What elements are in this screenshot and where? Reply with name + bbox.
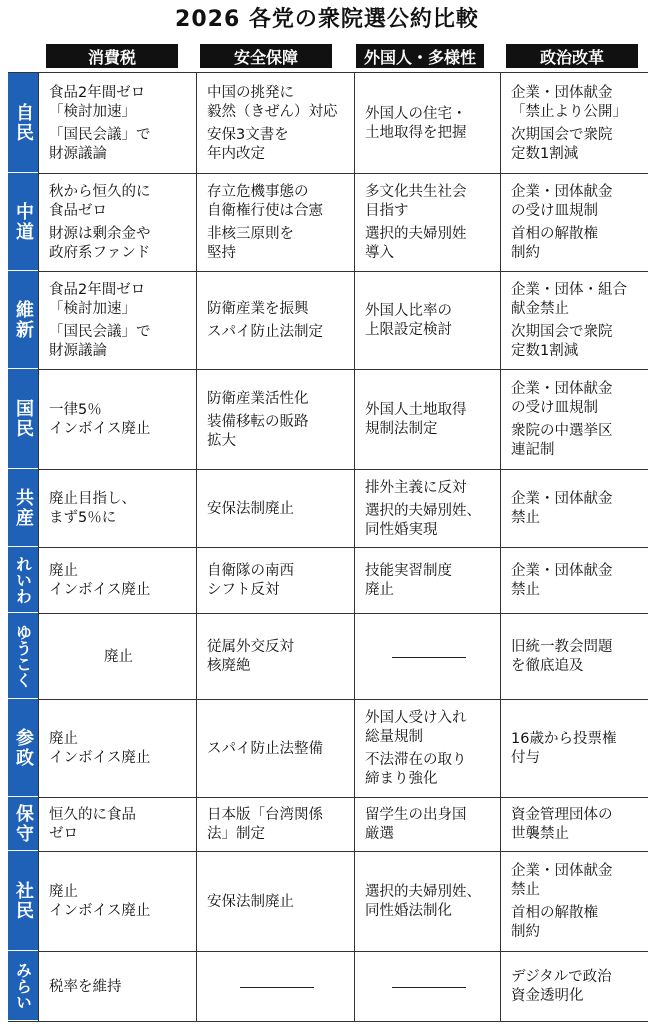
cell-text: 存立危機事態の 自衛権行使は合憲: [207, 184, 323, 219]
cell-foreigners: [354, 797, 500, 851]
cell-text: 技能実習制度 廃止: [365, 563, 452, 598]
cell-security: [196, 951, 354, 1021]
cell-foreigners: [354, 613, 500, 699]
cell-text: デジタルで政治 資金透明化: [511, 969, 612, 1004]
cell-consumption-tax: [38, 613, 196, 699]
table-row: [8, 851, 648, 952]
cell-text: 廃止 インボイス廃止: [49, 884, 151, 919]
cell-political-reform: [500, 699, 648, 797]
party-label: 共産: [8, 469, 38, 547]
cell-text: 首相の解散権 制約: [511, 905, 598, 940]
cell-foreigners: [354, 699, 500, 797]
cell-text: 安保法制廃止: [207, 500, 294, 517]
cell-text: 防衛産業活性化: [207, 390, 309, 407]
cell-political-reform: [500, 73, 648, 173]
table-row: [8, 73, 648, 174]
cell-text: 多文化共生社会 目指す: [365, 184, 467, 219]
cell-foreigners: [354, 271, 500, 369]
cell-text: 廃止 インボイス廃止: [49, 731, 151, 766]
cell-text: スパイ防止法制定: [207, 324, 323, 340]
cell-text: 外国人の住宅・ 土地取得を把握: [365, 106, 467, 141]
cell-text: 食品2年間ゼロ 「検討加速」: [49, 282, 146, 317]
no-entry-dash: [240, 987, 314, 988]
no-entry-dash: [392, 657, 466, 658]
cell-text: 資金管理団体の 世襲禁止: [511, 807, 613, 842]
column-header-political-reform: 政治改革: [506, 44, 638, 68]
cell-political-reform: [500, 369, 648, 469]
cell-text: 外国人土地取得 規制法制定: [365, 402, 467, 437]
cell-consumption-tax: [38, 797, 196, 851]
cell-security: [196, 547, 354, 613]
cell-text: 秋から恒久的に 食品ゼロ: [49, 184, 151, 219]
cell-consumption-tax: [38, 271, 196, 369]
cell-text: 外国人比率の 上限設定検討: [365, 303, 452, 338]
cell-text: 排外主義に反対: [365, 479, 467, 496]
cell-text: 装備移転の販路 拡大: [207, 413, 309, 449]
cell-security: [196, 73, 354, 173]
party-label: ゆうこく: [8, 613, 38, 699]
table-row: [8, 613, 648, 700]
party-label: 社民: [8, 851, 38, 951]
cell-political-reform: [500, 613, 648, 699]
cell-political-reform: [500, 851, 648, 951]
cell-text: 留学生の出身国 厳選: [365, 807, 467, 842]
cell-consumption-tax: [38, 951, 196, 1021]
cell-text: 旧統一教会問題 を徹底追及: [511, 639, 613, 674]
comparison-table: [8, 72, 648, 1022]
cell-text: 企業・団体献金 の受け皿規制: [511, 381, 613, 416]
cell-text: 税率を維持: [49, 978, 122, 995]
table-row: [8, 699, 648, 798]
cell-text: 企業・団体献金 禁止: [511, 563, 613, 598]
cell-security: [196, 271, 354, 369]
party-label: 自民: [8, 73, 38, 173]
cell-foreigners: [354, 73, 500, 173]
table-row: [8, 547, 648, 614]
party-label: 保守: [8, 797, 38, 851]
cell-text: 企業・団体献金 「禁止より公開」: [511, 85, 627, 120]
table-row: [8, 271, 648, 370]
no-entry-dash: [392, 987, 466, 988]
cell-security: [196, 369, 354, 469]
table-row: [8, 369, 648, 470]
cell-political-reform: [500, 271, 648, 369]
cell-text: 一律5％ インボイス廃止: [49, 402, 151, 437]
table-row: [8, 173, 648, 272]
cell-text: 次期国会で衆院 定数1割減: [511, 127, 613, 162]
column-header-consumption-tax: 消費税: [46, 44, 178, 68]
cell-text: 首相の解散権 制約: [511, 226, 598, 261]
cell-text: 選択的夫婦別姓 導入: [365, 226, 467, 261]
table-row: [8, 951, 648, 1021]
cell-text: 非核三原則を 堅持: [207, 226, 294, 261]
cell-foreigners: [354, 469, 500, 547]
cell-text: 防衛産業を振興: [207, 301, 309, 317]
cell-political-reform: [500, 173, 648, 271]
cell-political-reform: [500, 797, 648, 851]
cell-text: 企業・団体献金 禁止: [511, 863, 613, 898]
cell-text: 不法滞在の取り 締まり強化: [365, 752, 467, 787]
cell-text: 企業・団体献金 禁止: [511, 491, 613, 526]
cell-text: 安保3文書を 年内改定: [207, 127, 289, 162]
cell-foreigners: [354, 851, 500, 951]
table-row: [8, 469, 648, 548]
cell-security: [196, 851, 354, 951]
cell-foreigners: [354, 173, 500, 271]
column-header-foreigners-diversity: 外国人・多様性: [356, 44, 484, 68]
cell-text: 日本版「台湾関係 法」制定: [207, 807, 323, 842]
party-label: 維新: [8, 271, 38, 369]
cell-text: 廃止 インボイス廃止: [49, 563, 151, 598]
cell-text: 衆院の中選挙区 連記制: [511, 423, 613, 458]
cell-text: 廃止目指し、 まず5％に: [49, 491, 136, 526]
cell-consumption-tax: [38, 369, 196, 469]
cell-text: 「国民会議」で 財源議論: [49, 127, 151, 162]
cell-foreigners: [354, 547, 500, 613]
party-label: みらい: [8, 951, 38, 1021]
cell-foreigners: [354, 951, 500, 1021]
cell-consumption-tax: [38, 699, 196, 797]
cell-consumption-tax: [38, 547, 196, 613]
cell-text: 「国民会議」で 財源議論: [49, 324, 151, 359]
cell-text: 選択的夫婦別姓、 同性婚法制化: [365, 884, 481, 919]
cell-text: 自衛隊の南西 シフト反対: [207, 563, 294, 598]
cell-text: 次期国会で衆院 定数1割減: [511, 324, 613, 359]
cell-text: 食品2年間ゼロ 「検討加速」: [49, 85, 146, 120]
cell-consumption-tax: [38, 469, 196, 547]
cell-text: 従属外交反対 核廃絶: [207, 639, 294, 674]
cell-text: 恒久的に食品 ゼロ: [49, 807, 136, 842]
party-label: 国民: [8, 369, 38, 469]
cell-consumption-tax: [38, 173, 196, 271]
cell-text: 財源は剰余金や 政府系ファンド: [49, 226, 151, 261]
cell-consumption-tax: [38, 73, 196, 173]
cell-security: [196, 613, 354, 699]
cell-political-reform: [500, 469, 648, 547]
page-title: 2026 各党の衆院選公約比較: [175, 7, 479, 32]
cell-text: 企業・団体・組合 献金禁止: [511, 282, 627, 317]
cell-security: [196, 469, 354, 547]
cell-text: スパイ防止法整備: [207, 740, 323, 757]
cell-security: [196, 699, 354, 797]
cell-text: 安保法制廃止: [207, 893, 294, 910]
party-label: 参政: [8, 699, 38, 797]
cell-consumption-tax: [38, 851, 196, 951]
cell-foreigners: [354, 369, 500, 469]
table-row: [8, 797, 648, 852]
cell-text: 選択的夫婦別姓、 同性婚実現: [365, 502, 481, 538]
cell-security: [196, 173, 354, 271]
cell-text: 外国人受け入れ 総量規制: [365, 710, 467, 745]
cell-political-reform: [500, 951, 648, 1021]
column-header-security: 安全保障: [200, 44, 332, 68]
cell-text: 中国の挑発に 毅然（きぜん）対応: [207, 85, 338, 120]
cell-text: 16歳から投票権 付与: [511, 731, 617, 766]
party-label: れいわ: [8, 547, 38, 613]
cell-text: 廃止: [104, 648, 133, 665]
cell-text: 企業・団体献金 の受け皿規制: [511, 184, 613, 219]
cell-security: [196, 797, 354, 851]
party-label: 中道: [8, 173, 38, 271]
cell-political-reform: [500, 547, 648, 613]
